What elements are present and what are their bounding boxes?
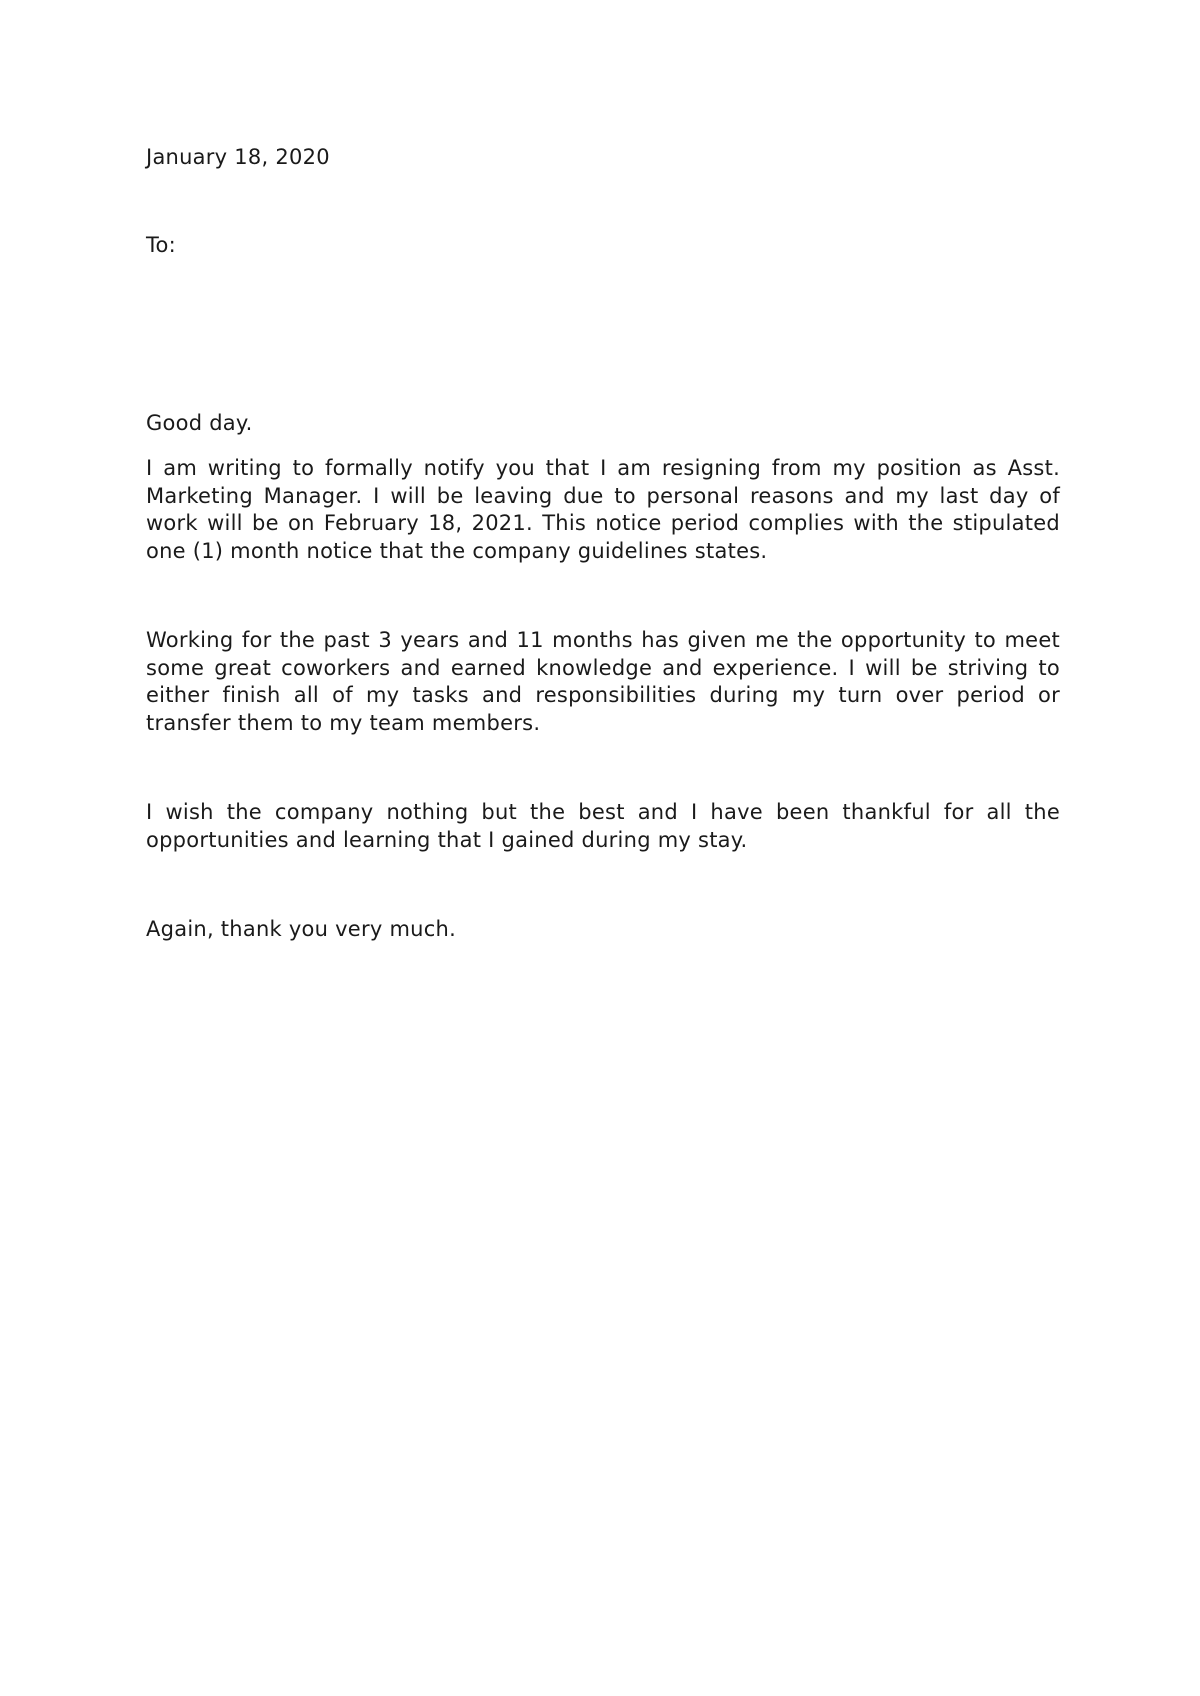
- closing-line: Again, thank you very much.: [146, 917, 457, 941]
- body-paragraph-experience: Working for the past 3 years and 11 months has given me the opportunity to meet some great coworkers and earned knowledge and experience. I will be striving to either finish all of my tasks and responsibilities during my turn over period or transfer them to my team members.: [146, 628, 1060, 736]
- greeting: Good day.: [146, 411, 253, 435]
- letter-date: January 18, 2020: [146, 145, 330, 169]
- recipient-label: To:: [146, 233, 176, 257]
- body-paragraph-gratitude: I wish the company nothing but the best and I have been thankful for all the opportunities and learning that I gained during my stay.: [146, 800, 1060, 852]
- body-paragraph-resignation-notice: I am writing to formally notify you that I am resigning from my position as Asst. Marketing Manager. I will be leaving due to personal reasons and my last day of work will be on February 18, 2021. This notice period complies with the stipulated one (1) month notice that the company guidelines states.: [146, 456, 1060, 564]
